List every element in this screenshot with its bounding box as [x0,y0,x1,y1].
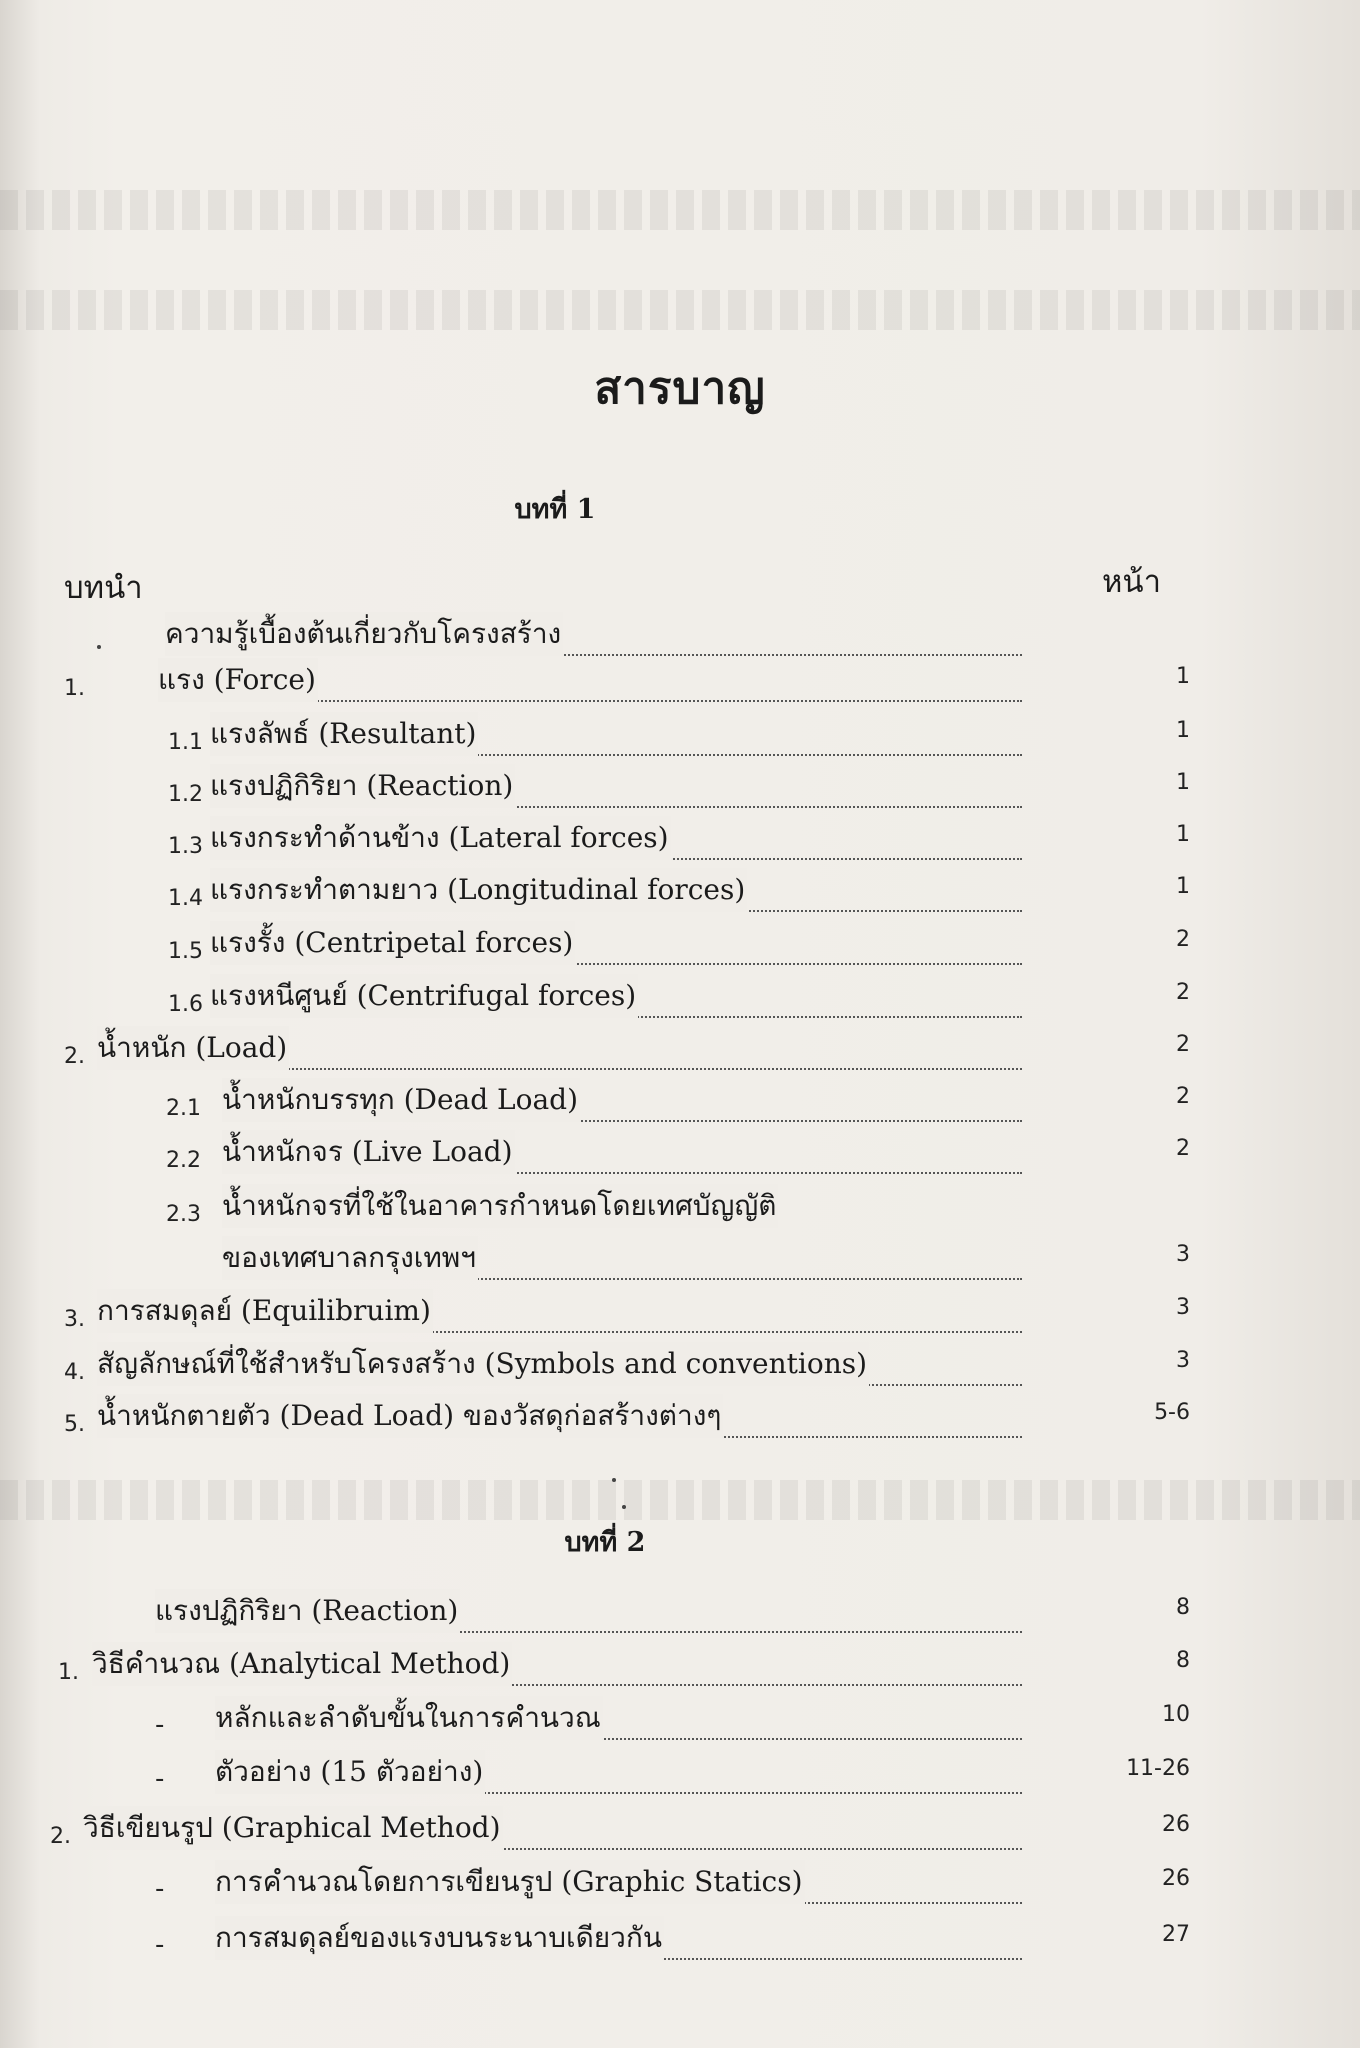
toc-entry [0,664,1360,708]
toc-entry-title: น้ำหนักจรที่ใช้ในอาคารกำหนดโดยเทศบัญญัติ [222,1184,778,1228]
toc-entry-page: 1 [1176,664,1190,689]
toc-entry-title: วิธีคำนวณ (Analytical Method) [92,1642,512,1686]
paper-speck [97,645,101,649]
toc-entry-title: หลักและลำดับขั้นในการคำนวณ [215,1696,603,1740]
toc-entry-number: 1.5 [168,939,203,964]
toc-entry-title: แรงลัพธ์ (Resultant) [210,712,478,756]
chapter-1-heading: บทที่ 1 [514,494,596,525]
bleed-through-line [0,290,1360,330]
toc-entry-page: 3 [1176,1295,1190,1320]
toc-entry-title: น้ำหนักบรรทุก (Dead Load) [222,1078,580,1122]
toc-entry-page: 2 [1176,1032,1190,1057]
toc-entry-page: 11-26 [1126,1756,1190,1781]
toc-entry-number: 1.2 [168,782,203,807]
toc-entry-number: 1.1 [168,730,203,755]
toc-entry-number: 4. [64,1360,85,1385]
toc-entry-title: ตัวอย่าง (15 ตัวอย่าง) [215,1750,485,1794]
toc-entry-page: 8 [1176,1648,1190,1673]
toc-entry [0,1595,1360,1639]
toc-entry [0,1348,1360,1392]
toc-entry-number: - [155,1874,165,1904]
toc-entry [0,1756,1360,1800]
toc-entry [0,1190,1360,1234]
toc-entry-page: 5-6 [1154,1400,1190,1425]
toc-entry-page: 10 [1162,1702,1190,1727]
toc-entry-number: 1.3 [168,834,203,859]
toc-entry-number: 1.4 [168,886,203,911]
toc-entry-page: 2 [1176,1136,1190,1161]
toc-entry-number: 2.1 [166,1096,201,1121]
toc-entry-page: 1 [1176,822,1190,847]
toc-entry [0,822,1360,866]
toc-entry-title: การคำนวณโดยการเขียนรูป (Graphic Statics) [215,1860,805,1904]
toc-entry-page: 26 [1162,1812,1190,1837]
toc-entry-title: วิธีเขียนรูป (Graphical Method) [83,1806,503,1850]
toc-entry [0,718,1360,762]
toc-entry [0,1400,1360,1444]
toc-entry-number: 2. [50,1824,71,1849]
toc-entry-title: ความรู้เบื้องต้นเกี่ยวกับโครงสร้าง [165,612,563,656]
toc-entry [0,618,1360,662]
toc-entry-page: 1 [1176,770,1190,795]
toc-entry-number: - [155,1930,165,1960]
toc-entry [0,1648,1360,1692]
toc-entry-number: 3. [64,1307,85,1332]
bleed-through-line [0,1480,1360,1520]
toc-entry-page: 2 [1176,980,1190,1005]
toc-entry-title: การสมดุลย์ของแรงบนระนาบเดียวกัน [215,1916,664,1960]
chapter-2-heading: บทที่ 2 [564,1527,646,1558]
toc-entry-page: 1 [1176,718,1190,743]
toc-entry-page: 3 [1176,1242,1190,1267]
toc-entry-page: 8 [1176,1595,1190,1620]
toc-entry [0,1702,1360,1746]
toc-entry [0,1812,1360,1856]
toc-entry-title: การสมดุลย์ (Equilibruim) [97,1289,433,1333]
toc-entry [0,1866,1360,1910]
toc-entry-title: แรงปฏิกิริยา (Reaction) [210,764,515,808]
toc-entry-title: ของเทศบาลกรุงเทพฯ [222,1236,478,1280]
toc-entry-title: แรงรั้ง (Centripetal forces) [210,921,575,965]
toc-entry-page: 3 [1176,1348,1190,1373]
toc-entry [0,1295,1360,1339]
toc-entry-title: แรงกระทำตามยาว (Longitudinal forces) [210,868,747,912]
toc-entry [0,1084,1360,1128]
toc-entry-page: 2 [1176,1084,1190,1109]
toc-entry-title: น้ำหนักจร (Live Load) [222,1130,515,1174]
toc-entry-title: แรง (Force) [158,658,318,702]
toc-entry [0,1242,1360,1286]
toc-entry-page: 1 [1176,874,1190,899]
toc-entry [0,1136,1360,1180]
toc-entry-number: 2. [64,1044,85,1069]
toc-entry [0,1922,1360,1966]
toc-entry-number: 1.6 [168,992,203,1017]
toc-entry [0,770,1360,814]
toc-entry-page: 26 [1162,1866,1190,1891]
page-title: สารบาญ [594,363,766,414]
toc-entry-number: - [155,1764,165,1794]
toc-entry-number: 2.3 [166,1202,201,1227]
toc-entry [0,874,1360,918]
toc-entry-title: แรงกระทำด้านข้าง (Lateral forces) [210,816,671,860]
toc-entry-number: 2.2 [166,1148,201,1173]
toc-entry-page: 2 [1176,927,1190,952]
toc-entry-number: - [155,1710,165,1740]
toc-entry-number: 5. [64,1412,85,1437]
section-label-introduction: บทนำ [64,570,143,606]
toc-entry-title: น้ำหนัก (Load) [97,1026,289,1070]
toc-entry-title: สัญลักษณ์ที่ใช้สำหรับโครงสร้าง (Symbols and conventions) [97,1342,869,1386]
toc-entry [0,980,1360,1024]
toc-entry-number: 1. [58,1660,79,1685]
bleed-through-line [0,190,1360,230]
toc-entry-page: 27 [1162,1922,1190,1947]
toc-entry-number: 1. [64,676,85,701]
toc-entry-title: แรงปฏิกิริยา (Reaction) [155,1589,460,1633]
toc-entry [0,927,1360,971]
toc-entry [0,1032,1360,1076]
toc-entry-title: น้ำหนักตายตัว (Dead Load) ของวัสดุก่อสร้างต่างๆ [97,1394,723,1438]
toc-entry-title: แรงหนีศูนย์ (Centrifugal forces) [210,974,638,1018]
page-column-label: หน้า [1102,564,1162,600]
paper-speck [612,1478,616,1482]
paper-speck [622,1505,626,1509]
